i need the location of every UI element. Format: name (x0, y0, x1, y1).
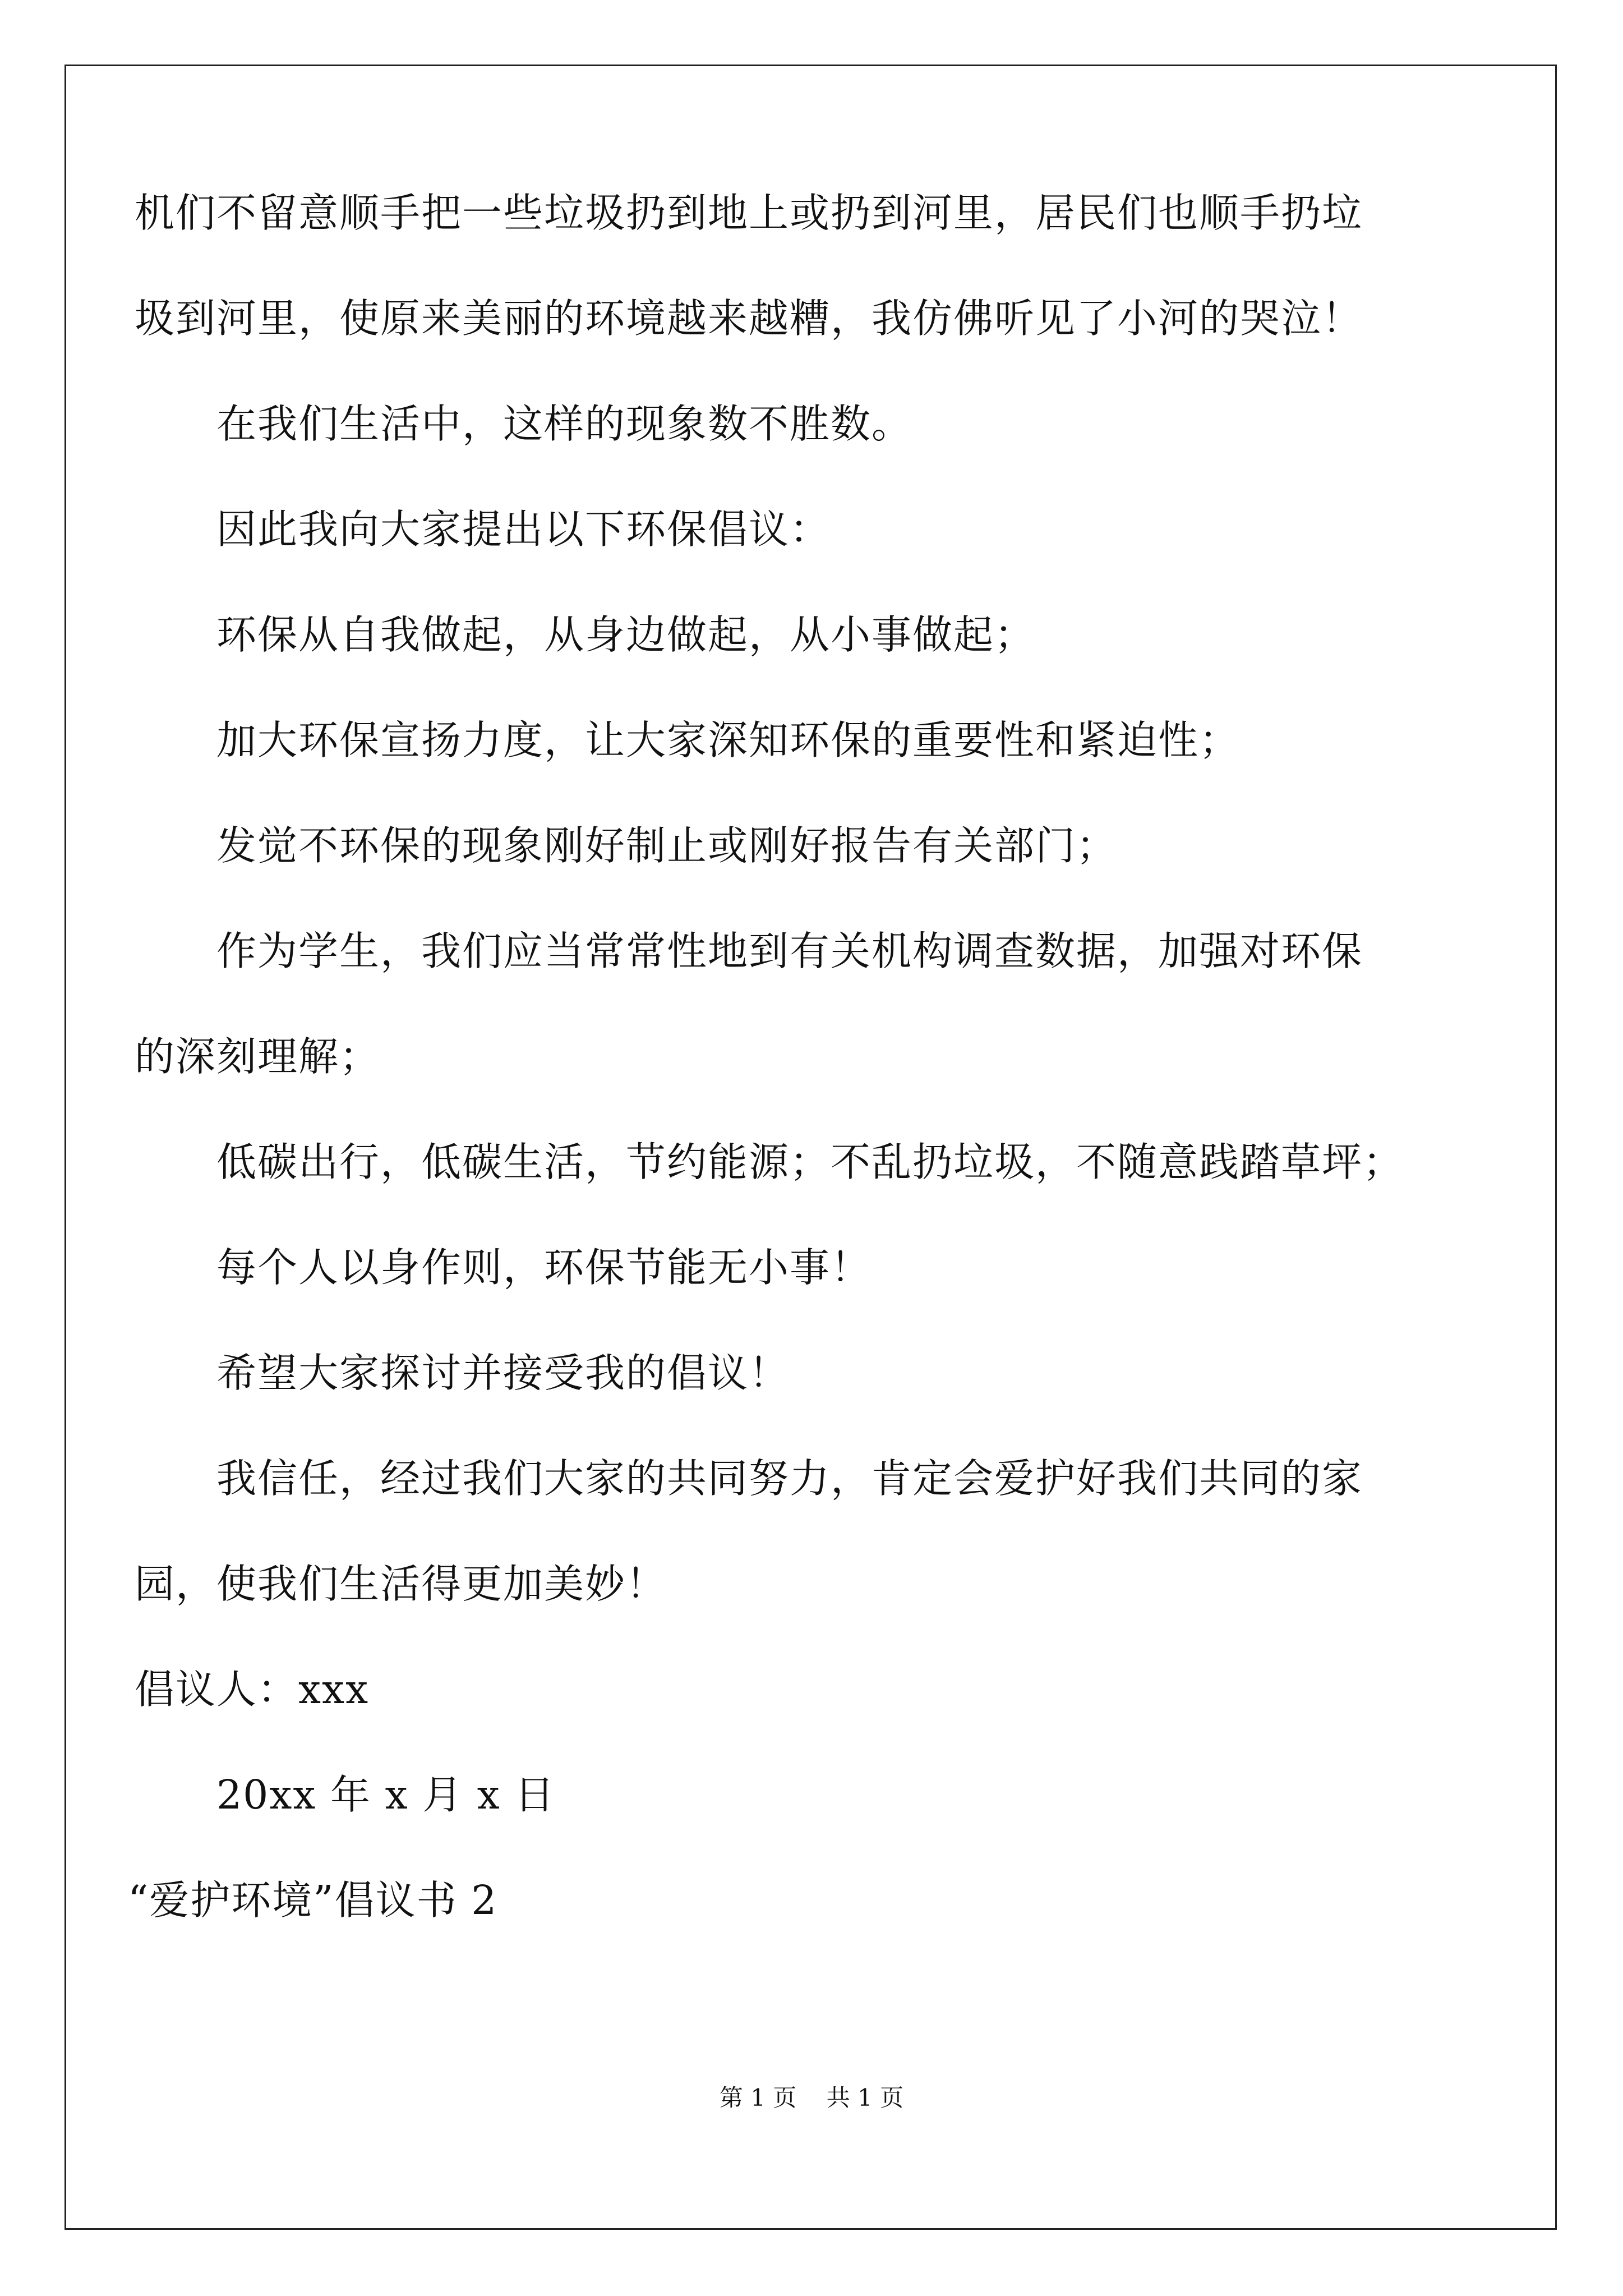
proposal-item: 环保从自我做起，从身边做起，从小事做起； (216, 611, 1036, 658)
text-line: 的深刻理解； (135, 1033, 381, 1080)
date-line: 20xx 年 x 月 x 日 (216, 1772, 556, 1818)
proposal-item: 每个人以身作则，环保节能无小事！ (216, 1244, 872, 1291)
text-line: 机们不留意顺手把一些垃圾扔到地上或扔到河里，居民们也顺手扔垃 (135, 190, 1363, 236)
paragraph: 希望大家探讨并接受我的倡议！ (216, 1350, 790, 1396)
page-number: 第 1 页 共 1 页 (719, 2084, 904, 2111)
proposal-item: 加大环保宣扬力度，让大家深知环保的重要性和紧迫性； (216, 717, 1241, 763)
proposal-item: 作为学生，我们应当常常性地到有关机构调查数据，加强对环保 (216, 928, 1363, 974)
paragraph: 在我们生活中，这样的现象数不胜数。 (216, 401, 913, 447)
proposal-item: 发觉不环保的现象刚好制止或刚好报告有关部门； (216, 822, 1118, 869)
text-line: 园，使我们生活得更加美妙！ (135, 1561, 667, 1607)
proposal-item: 低碳出行，低碳生活，节约能源；不乱扔垃圾，不随意践踏草坪； (216, 1139, 1404, 1185)
text-line: 圾到河里，使原来美丽的环境越来越糟，我仿佛听见了小河的哭泣！ (135, 295, 1363, 342)
signature-line: 倡议人：xxx (135, 1666, 370, 1713)
paragraph: 我信任，经过我们大家的共同努力，肯定会爱护好我们共同的家 (216, 1455, 1363, 1502)
section-title: “爱护环境”倡议书 2 (128, 1877, 498, 1924)
paragraph: 因此我向大家提出以下环保倡议： (216, 506, 831, 553)
